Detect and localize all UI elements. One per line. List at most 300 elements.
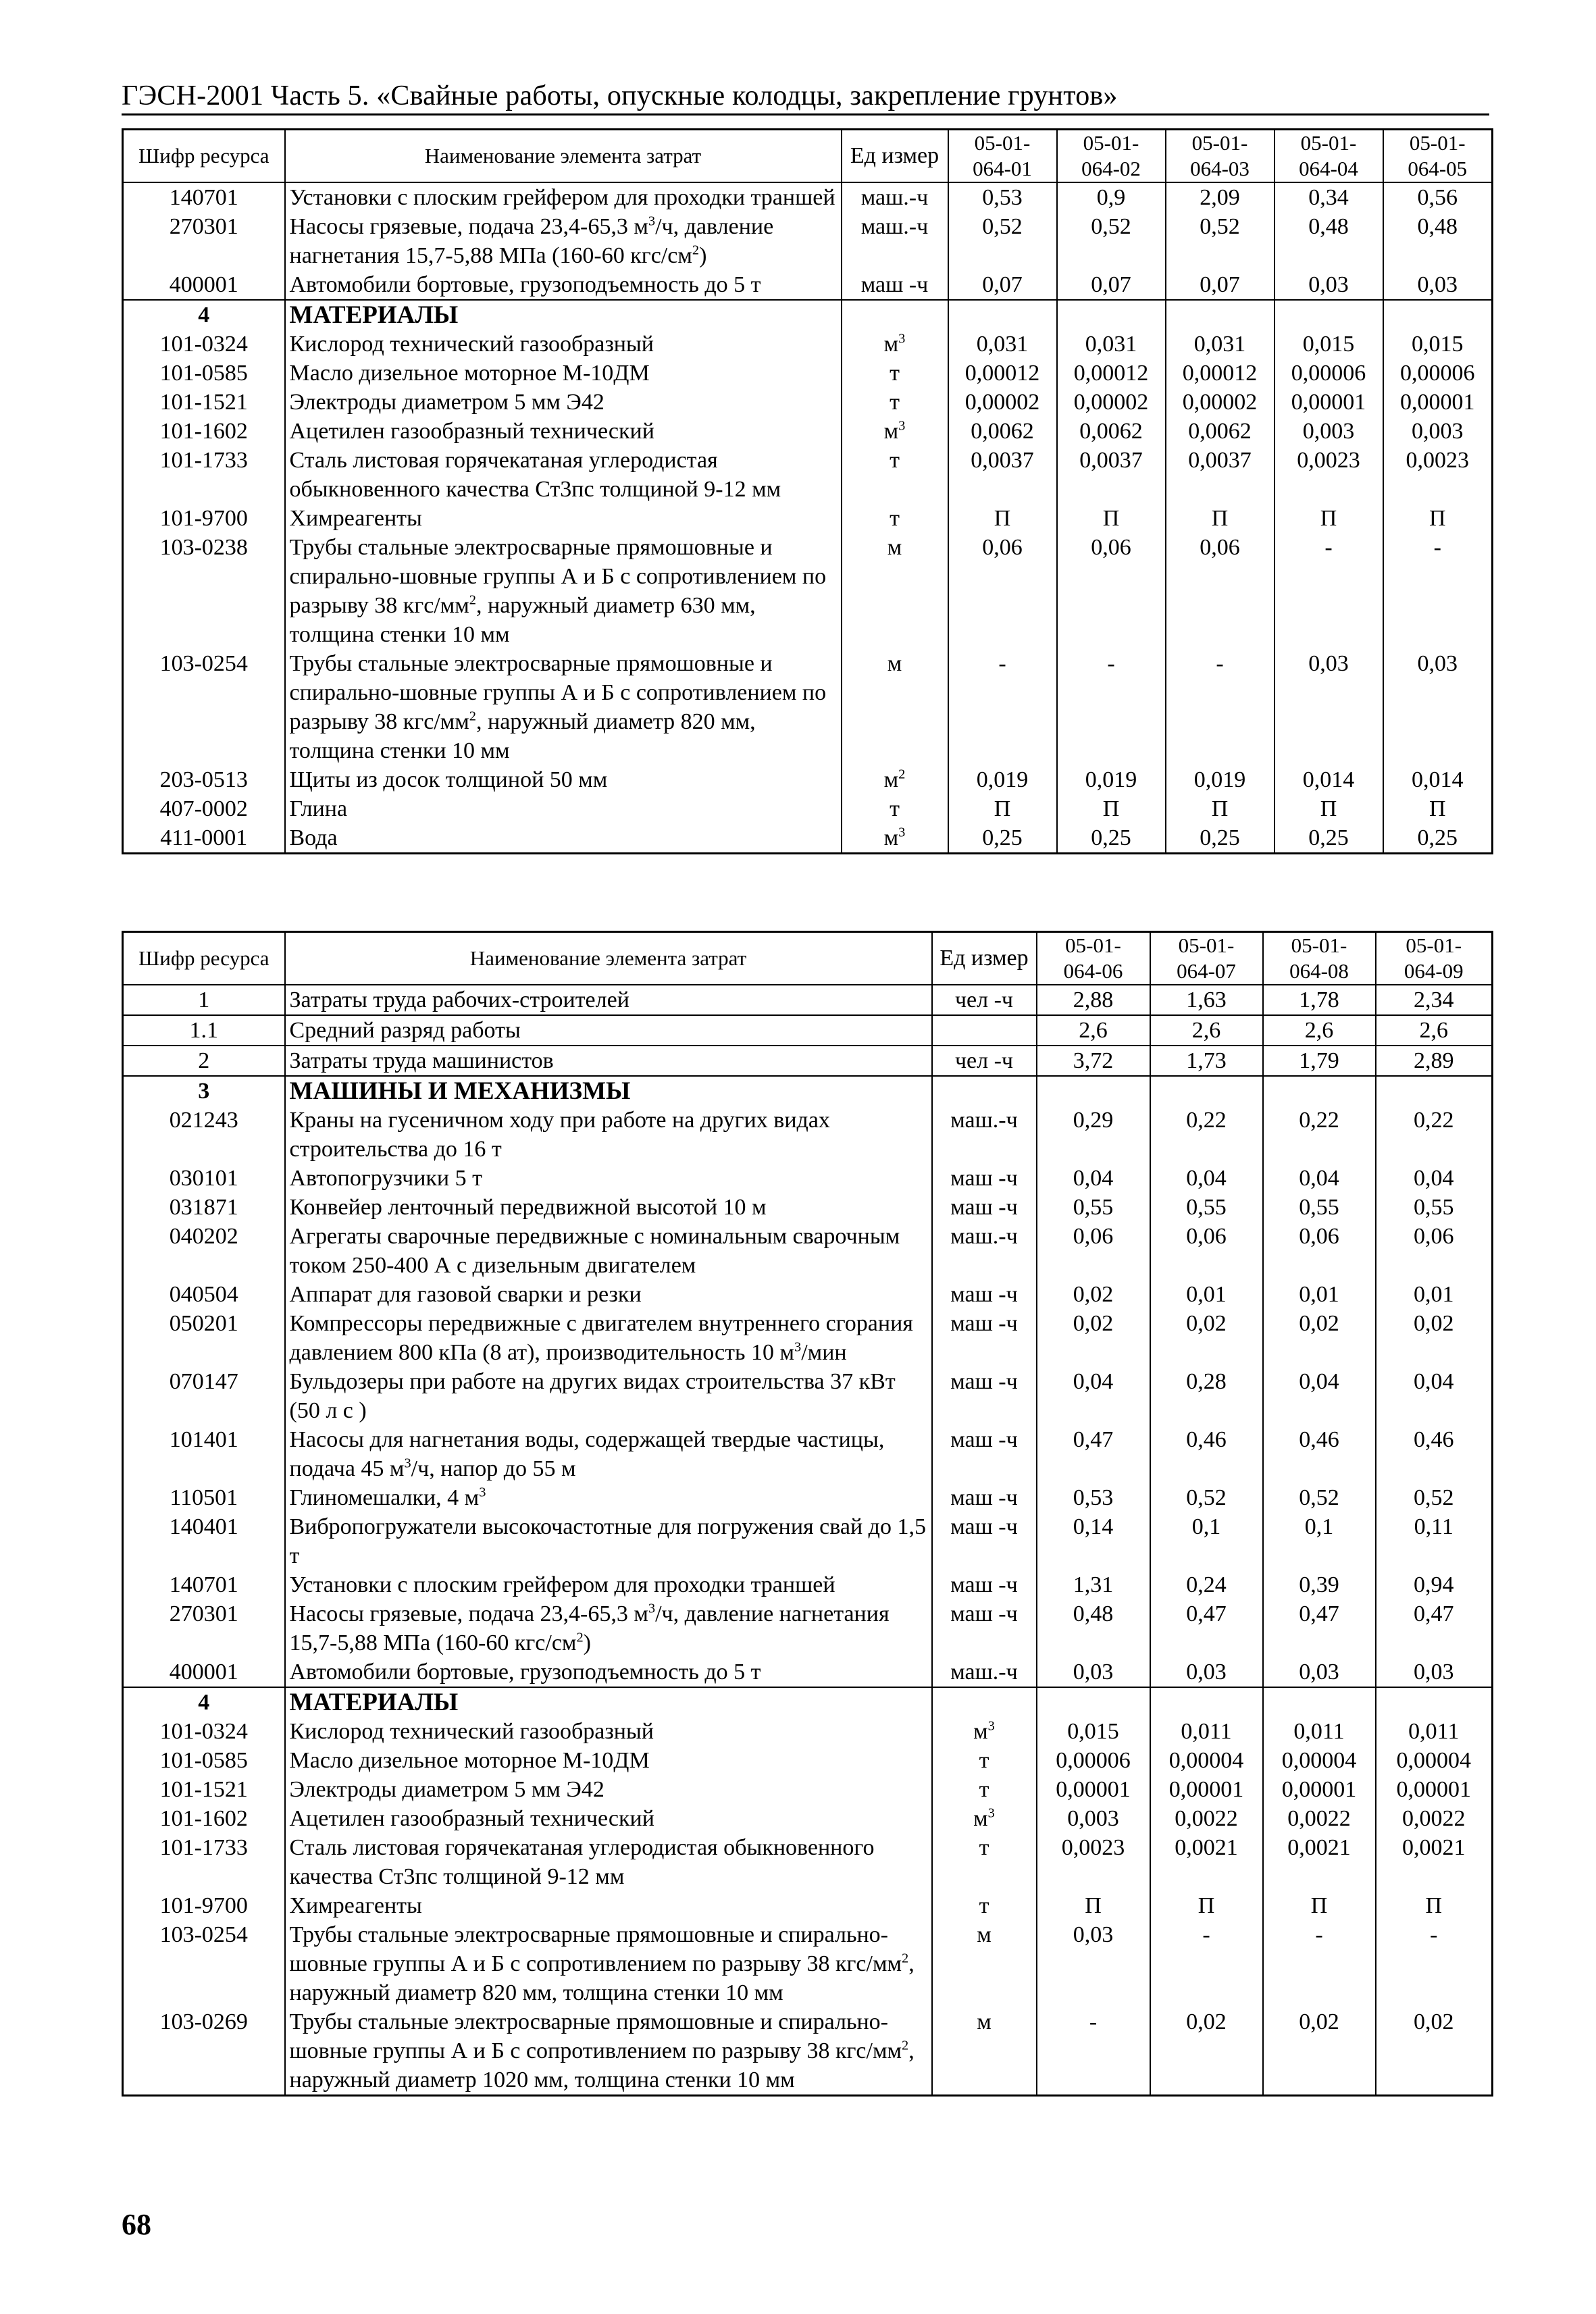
- norm-value: 0,25: [1275, 823, 1383, 854]
- norm-value: 0,52: [1150, 1483, 1263, 1512]
- resource-name: Масло дизельное моторное М-10ДМ: [285, 1746, 932, 1775]
- resource-code: 2: [123, 1046, 285, 1076]
- unit-of-measure: $м^2$: [842, 765, 948, 794]
- norm-value: 0,00001: [1376, 1775, 1493, 1804]
- norm-value: 0,00002: [1166, 388, 1275, 417]
- resource-code: 101-1521: [123, 1775, 285, 1804]
- norm-value: 0,031: [1057, 330, 1166, 359]
- norm-value: 0,01: [1263, 1280, 1376, 1309]
- norm-value: 0,55: [1376, 1193, 1493, 1222]
- resource-name: Вибропогружатели высокочастотные для погружения свай до 1,5 т: [285, 1512, 932, 1570]
- norm-value: 2,88: [1037, 985, 1150, 1015]
- table-row: [123, 1775, 1493, 1804]
- resource-table-2: [122, 931, 1493, 2097]
- resource-code: 070147: [123, 1367, 285, 1425]
- resource-name: Установки с плоским грейфером для проходки траншей: [285, 182, 842, 212]
- norm-value: 0,01: [1376, 1280, 1493, 1309]
- norm-value: П: [1376, 1891, 1493, 1920]
- unit-of-measure: т: [842, 446, 948, 504]
- column-header-unit: Ед измер: [932, 932, 1037, 985]
- norm-value: 0,03: [1275, 649, 1383, 765]
- norm-value: 0,02: [1376, 1309, 1493, 1367]
- resource-name: Средний разряд работы: [285, 1015, 932, 1046]
- resource-name: Масло дизельное моторное М-10ДМ: [285, 359, 842, 388]
- norm-value: 0,25: [948, 823, 1057, 854]
- norm-value: 0,0022: [1150, 1804, 1263, 1833]
- norm-value: 0,02: [1150, 1309, 1263, 1367]
- norm-value: 0,03: [1383, 649, 1493, 765]
- norm-value: П: [948, 794, 1057, 823]
- column-header-name: Наименование элемента затрат: [285, 932, 932, 985]
- norm-value: 0,04: [1263, 1164, 1376, 1193]
- table-1-body: [123, 182, 1493, 854]
- norm-value: 0,55: [1150, 1193, 1263, 1222]
- table-row: [123, 212, 1493, 270]
- resource-name: Сталь листовая горячекатаная углеродистая обыкновенного качества Ст3пс толщиной 9-12 мм: [285, 1833, 932, 1891]
- table-row: [123, 446, 1493, 504]
- resource-code: 1.1: [123, 1015, 285, 1046]
- norm-value: 0,0062: [948, 417, 1057, 446]
- norm-value: 0,00002: [948, 388, 1057, 417]
- norm-value: П: [1057, 794, 1166, 823]
- resource-code: 110501: [123, 1483, 285, 1512]
- norm-value: 0,04: [1150, 1164, 1263, 1193]
- resource-name: Автомобили бортовые, грузоподъемность до 5 т: [285, 270, 842, 300]
- table-2-header: [123, 932, 1493, 985]
- table-row: [123, 1425, 1493, 1483]
- table-row: [123, 2007, 1493, 2096]
- resource-name: Затраты труда рабочих-строителей: [285, 985, 932, 1015]
- column-header-norm: 05-01- 064-09: [1376, 932, 1493, 985]
- resource-name: Краны на гусеничном ходу при работе на других видах строительства до 16 т: [285, 1106, 932, 1164]
- norm-value: 0,0021: [1376, 1833, 1493, 1891]
- norm-value: [1263, 1687, 1376, 1717]
- norm-value: 0,48: [1383, 212, 1493, 270]
- norm-value: [1057, 300, 1166, 330]
- table-row: [123, 270, 1493, 300]
- column-header-norm: 05-01- 064-06: [1037, 932, 1150, 985]
- resource-name: Трубы стальные электросварные прямошовные и спирально-шовные группы А и Б с сопротивлением по разрыву 38 кгс/$мм^2$, наружный диаметр 820 мм, толщина стенки 10 мм: [285, 1920, 932, 2007]
- unit-of-measure: $м^3$: [932, 1717, 1037, 1746]
- norm-value: 0,55: [1263, 1193, 1376, 1222]
- resource-name: МАШИНЫ И МЕХАНИЗМЫ: [285, 1076, 932, 1106]
- resource-code: 101-9700: [123, 1891, 285, 1920]
- norm-value: 0,0023: [1275, 446, 1383, 504]
- norm-value: 0,00001: [1383, 388, 1493, 417]
- norm-value: [1150, 1687, 1263, 1717]
- resource-name: Химреагенты: [285, 504, 842, 533]
- resource-name: Насосы грязевые, подача 23,4-65,3 $м^3/ч$, давление нагнетания 15,7-5,88 МПа (160-60 кгс/$см^2$): [285, 1599, 932, 1657]
- norm-value: 0,04: [1263, 1367, 1376, 1425]
- norm-value: [1376, 1076, 1493, 1106]
- norm-value: 0,47: [1376, 1599, 1493, 1657]
- table-row: [123, 330, 1493, 359]
- resource-code: 101-0585: [123, 1746, 285, 1775]
- norm-value: 0,019: [1057, 765, 1166, 794]
- unit-of-measure: [932, 1015, 1037, 1046]
- norm-value: 0,015: [1383, 330, 1493, 359]
- table-row: [123, 504, 1493, 533]
- resource-code: 203-0513: [123, 765, 285, 794]
- norm-value: 0,0021: [1150, 1833, 1263, 1891]
- resource-code: 400001: [123, 1657, 285, 1687]
- norm-value: [1037, 1076, 1150, 1106]
- resource-code: 031871: [123, 1193, 285, 1222]
- unit-of-measure: $м^3$: [932, 1804, 1037, 1833]
- norm-value: 0,24: [1150, 1570, 1263, 1599]
- norm-value: 0,02: [1376, 2007, 1493, 2096]
- norm-value: [948, 300, 1057, 330]
- norm-value: 0,0023: [1383, 446, 1493, 504]
- resource-name: Трубы стальные электросварные прямошовные и спирально-шовные группы А и Б с сопротивлением по разрыву 38 кгс/$мм^2$, наружный диаметр 820 мм, толщина стенки 10 мм: [285, 649, 842, 765]
- norm-value: [1263, 1076, 1376, 1106]
- unit-of-measure: чел -ч: [932, 1046, 1037, 1076]
- norm-value: 0,00001: [1275, 388, 1383, 417]
- unit-of-measure: т: [932, 1891, 1037, 1920]
- norm-value: 0,53: [948, 182, 1057, 212]
- table-row: [123, 1599, 1493, 1657]
- table-2-body: [123, 985, 1493, 2096]
- norm-value: 0,1: [1150, 1512, 1263, 1570]
- resource-code: 101-0324: [123, 1717, 285, 1746]
- norm-value: 0,00012: [1057, 359, 1166, 388]
- column-header-name: Наименование элемента затрат: [285, 130, 842, 183]
- unit-of-measure: м: [842, 649, 948, 765]
- norm-value: 0,04: [1037, 1164, 1150, 1193]
- norm-value: 2,6: [1037, 1015, 1150, 1046]
- table-row: [123, 1483, 1493, 1512]
- norm-value: 0,52: [948, 212, 1057, 270]
- table-row: [123, 1717, 1493, 1746]
- unit-of-measure: [932, 1076, 1037, 1106]
- resource-code: 050201: [123, 1309, 285, 1367]
- unit-of-measure: т: [842, 388, 948, 417]
- resource-name: Бульдозеры при работе на других видах строительства 37 кВт (50 л с ): [285, 1367, 932, 1425]
- norm-value: 2,89: [1376, 1046, 1493, 1076]
- norm-value: 0,28: [1150, 1367, 1263, 1425]
- norm-value: П: [1150, 1891, 1263, 1920]
- norm-value: 0,47: [1150, 1599, 1263, 1657]
- resource-code: 101-1521: [123, 388, 285, 417]
- norm-value: 0,03: [1037, 1920, 1150, 2007]
- resource-name: Насосы грязевые, подача 23,4-65,3 $м^3/ч$, давление нагнетания 15,7-5,88 МПа (160-60 кгс/$см^2$): [285, 212, 842, 270]
- norm-value: 0,02: [1263, 2007, 1376, 2096]
- norm-value: П: [1383, 504, 1493, 533]
- unit-of-measure: маш.-ч: [932, 1222, 1037, 1280]
- norm-value: П: [1263, 1891, 1376, 1920]
- norm-value: 0,48: [1275, 212, 1383, 270]
- norm-value: 0,22: [1376, 1106, 1493, 1164]
- norm-value: П: [1275, 794, 1383, 823]
- norm-value: [1037, 1687, 1150, 1717]
- table-row: [123, 649, 1493, 765]
- table-row: [123, 823, 1493, 854]
- resource-name: Сталь листовая горячекатаная углеродистая обыкновенного качества Ст3пс толщиной 9-12 мм: [285, 446, 842, 504]
- resource-code: 040202: [123, 1222, 285, 1280]
- norm-value: 0,02: [1037, 1280, 1150, 1309]
- resource-name: Компрессоры передвижные с двигателем внутреннего сгорания давлением 800 кПа (8 ат), производительность 10 $м^3$/мин: [285, 1309, 932, 1367]
- norm-value: 0,0037: [1057, 446, 1166, 504]
- norm-value: 0,34: [1275, 182, 1383, 212]
- norm-value: 0,03: [1150, 1657, 1263, 1687]
- norm-value: 0,52: [1263, 1483, 1376, 1512]
- norm-value: 0,011: [1150, 1717, 1263, 1746]
- unit-of-measure: [932, 1687, 1037, 1717]
- resource-code: 270301: [123, 1599, 285, 1657]
- table-row: [123, 1193, 1493, 1222]
- norm-value: 0,01: [1150, 1280, 1263, 1309]
- unit-of-measure: $м^3$: [842, 823, 948, 854]
- norm-value: 0,015: [1037, 1717, 1150, 1746]
- norm-value: 0,00012: [1166, 359, 1275, 388]
- table-row: [123, 1280, 1493, 1309]
- norm-value: 0,0037: [1166, 446, 1275, 504]
- column-header-norm: 05-01- 064-02: [1057, 130, 1166, 183]
- column-header-code: Шифр ресурса: [123, 130, 285, 183]
- norm-value: 0,06: [948, 533, 1057, 649]
- unit-of-measure: м: [932, 1920, 1037, 2007]
- column-header-code: Шифр ресурса: [123, 932, 285, 985]
- unit-of-measure: м: [932, 2007, 1037, 2096]
- norm-value: 0,04: [1376, 1367, 1493, 1425]
- table-row: [123, 1367, 1493, 1425]
- norm-value: 0,04: [1376, 1164, 1493, 1193]
- table-row: [123, 182, 1493, 212]
- table-row: [123, 765, 1493, 794]
- resource-name: Трубы стальные электросварные прямошовные и спирально-шовные группы А и Б с сопротивлением по разрыву 38 кгс/$мм^2$, наружный диаметр 1020 мм, толщина стенки 10 мм: [285, 2007, 932, 2096]
- resource-code: 101-0324: [123, 330, 285, 359]
- norm-value: 0,00004: [1150, 1746, 1263, 1775]
- norm-value: 0,0021: [1263, 1833, 1376, 1891]
- unit-of-measure: маш -ч: [932, 1570, 1037, 1599]
- unit-of-measure: т: [932, 1775, 1037, 1804]
- norm-value: 0,52: [1376, 1483, 1493, 1512]
- norm-value: 0,00004: [1263, 1746, 1376, 1775]
- resource-name: Ацетилен газообразный технический: [285, 1804, 932, 1833]
- norm-value: 1,79: [1263, 1046, 1376, 1076]
- norm-value: 0,06: [1376, 1222, 1493, 1280]
- norm-value: 0,56: [1383, 182, 1493, 212]
- norm-value: 0,04: [1037, 1367, 1150, 1425]
- norm-value: [1376, 1687, 1493, 1717]
- resource-code: 1: [123, 985, 285, 1015]
- resource-name: Затраты труда машинистов: [285, 1046, 932, 1076]
- norm-value: 0,014: [1383, 765, 1493, 794]
- norm-value: [1383, 300, 1493, 330]
- unit-of-measure: маш -ч: [932, 1599, 1037, 1657]
- resource-code: 140701: [123, 182, 285, 212]
- unit-of-measure: маш -ч: [932, 1512, 1037, 1570]
- norm-value: 0,014: [1275, 765, 1383, 794]
- norm-value: 0,07: [1166, 270, 1275, 300]
- table-row: [123, 1164, 1493, 1193]
- resource-name: Глина: [285, 794, 842, 823]
- norm-value: 0,00002: [1057, 388, 1166, 417]
- norm-value: 0,07: [1057, 270, 1166, 300]
- norm-value: [1166, 300, 1275, 330]
- norm-value: 0,011: [1263, 1717, 1376, 1746]
- norm-value: 0,03: [1383, 270, 1493, 300]
- resource-code: 101-0585: [123, 359, 285, 388]
- norm-value: П: [1166, 794, 1275, 823]
- norm-value: 0,00006: [1037, 1746, 1150, 1775]
- resource-code: 4: [123, 300, 285, 330]
- norm-value: 0,03: [1275, 270, 1383, 300]
- norm-value: 0,031: [1166, 330, 1275, 359]
- unit-of-measure: $м^3$: [842, 330, 948, 359]
- unit-of-measure: т: [932, 1746, 1037, 1775]
- resource-code: 021243: [123, 1106, 285, 1164]
- column-header-norm: 05-01- 064-03: [1166, 130, 1275, 183]
- norm-value: 0,019: [948, 765, 1057, 794]
- norm-value: 0,02: [1037, 1309, 1150, 1367]
- resource-name: Кислород технический газообразный: [285, 1717, 932, 1746]
- norm-value: 0,1: [1263, 1512, 1376, 1570]
- resource-code: 101-1602: [123, 1804, 285, 1833]
- unit-of-measure: маш -ч: [932, 1309, 1037, 1367]
- norm-value: 1,31: [1037, 1570, 1150, 1599]
- resource-code: 103-0254: [123, 649, 285, 765]
- norm-value: 0,0062: [1057, 417, 1166, 446]
- norm-value: 3,72: [1037, 1046, 1150, 1076]
- table-row: [123, 794, 1493, 823]
- resource-code: 103-0254: [123, 1920, 285, 2007]
- table-row: [123, 1920, 1493, 2007]
- norm-value: П: [1037, 1891, 1150, 1920]
- column-header-norm: 05-01- 064-08: [1263, 932, 1376, 985]
- unit-of-measure: маш -ч: [932, 1483, 1037, 1512]
- norm-value: 0,03: [1376, 1657, 1493, 1687]
- table-row: [123, 1804, 1493, 1833]
- resource-code: 140701: [123, 1570, 285, 1599]
- norm-value: 0,00012: [948, 359, 1057, 388]
- norm-value: 0,031: [948, 330, 1057, 359]
- norm-value: 0,39: [1263, 1570, 1376, 1599]
- norm-value: -: [948, 649, 1057, 765]
- norm-value: 0,94: [1376, 1570, 1493, 1599]
- resource-code: 140401: [123, 1512, 285, 1570]
- resource-name: Глиномешалки, 4 $м^3$: [285, 1483, 932, 1512]
- resource-code: 4: [123, 1687, 285, 1717]
- norm-value: 0,003: [1037, 1804, 1150, 1833]
- norm-value: 2,6: [1150, 1015, 1263, 1046]
- norm-value: 0,00004: [1376, 1746, 1493, 1775]
- norm-value: -: [1383, 533, 1493, 649]
- resource-name: Агрегаты сварочные передвижные с номинальным сварочным током 250-400 А с дизельным двигателем: [285, 1222, 932, 1280]
- column-header-unit: Ед измер: [842, 130, 948, 183]
- unit-of-measure: маш.-ч: [842, 182, 948, 212]
- norm-value: П: [948, 504, 1057, 533]
- table-row: [123, 1512, 1493, 1570]
- table-row: [123, 388, 1493, 417]
- norm-value: 0,00006: [1275, 359, 1383, 388]
- resource-code: 270301: [123, 212, 285, 270]
- section-row: [123, 1687, 1493, 1717]
- norm-value: 0,25: [1166, 823, 1275, 854]
- unit-of-measure: $м^3$: [842, 417, 948, 446]
- table-row: [123, 1046, 1493, 1076]
- resource-name: Конвейер ленточный передвижной высотой 10 м: [285, 1193, 932, 1222]
- resource-code: 3: [123, 1076, 285, 1106]
- norm-value: 0,03: [1263, 1657, 1376, 1687]
- unit-of-measure: т: [932, 1833, 1037, 1891]
- unit-of-measure: маш -ч: [932, 1164, 1037, 1193]
- page-header: ГЭСН-2001 Часть 5. «Свайные работы, опускные колодцы, закрепление грунтов»: [122, 80, 1118, 111]
- resource-code: 101-1602: [123, 417, 285, 446]
- column-header-norm: 05-01- 064-01: [948, 130, 1057, 183]
- table-row: [123, 359, 1493, 388]
- unit-of-measure: т: [842, 504, 948, 533]
- norm-value: 0,9: [1057, 182, 1166, 212]
- norm-value: 0,46: [1376, 1425, 1493, 1483]
- unit-of-measure: маш -ч: [842, 270, 948, 300]
- resource-name: Насосы для нагнетания воды, содержащей твердые частицы, подача 45 $м^3/ч$, напор до 55 м: [285, 1425, 932, 1483]
- unit-of-measure: т: [842, 359, 948, 388]
- norm-value: 0,02: [1150, 2007, 1263, 2096]
- norm-value: 1,63: [1150, 985, 1263, 1015]
- unit-of-measure: м: [842, 533, 948, 649]
- norm-value: П: [1057, 504, 1166, 533]
- norm-value: 0,46: [1150, 1425, 1263, 1483]
- norm-value: 2,34: [1376, 985, 1493, 1015]
- resource-name: Химреагенты: [285, 1891, 932, 1920]
- norm-value: 1,73: [1150, 1046, 1263, 1076]
- norm-value: -: [1166, 649, 1275, 765]
- unit-of-measure: [842, 300, 948, 330]
- column-header-norm: 05-01- 064-07: [1150, 932, 1263, 985]
- norm-value: П: [1275, 504, 1383, 533]
- table-row: [123, 1309, 1493, 1367]
- norm-value: 0,0022: [1263, 1804, 1376, 1833]
- norm-value: -: [1150, 1920, 1263, 2007]
- table-row: [123, 1657, 1493, 1687]
- norm-value: -: [1275, 533, 1383, 649]
- column-header-norm: 05-01- 064-05: [1383, 130, 1493, 183]
- norm-value: 0,0037: [948, 446, 1057, 504]
- norm-value: 0,0062: [1166, 417, 1275, 446]
- norm-value: П: [1166, 504, 1275, 533]
- table-row: [123, 1891, 1493, 1920]
- norm-value: -: [1263, 1920, 1376, 2007]
- resource-name: Автомобили бортовые, грузоподъемность до 5 т: [285, 1657, 932, 1687]
- norm-value: 0,06: [1150, 1222, 1263, 1280]
- resource-code: 103-0238: [123, 533, 285, 649]
- norm-value: 0,07: [948, 270, 1057, 300]
- norm-value: 0,52: [1057, 212, 1166, 270]
- unit-of-measure: маш -ч: [932, 1280, 1037, 1309]
- norm-value: 1,78: [1263, 985, 1376, 1015]
- page-number: 68: [122, 2208, 151, 2241]
- norm-value: 0,003: [1275, 417, 1383, 446]
- table-row: [123, 1106, 1493, 1164]
- norm-value: 0,55: [1037, 1193, 1150, 1222]
- resource-name: Аппарат для газовой сварки и резки: [285, 1280, 932, 1309]
- resource-name: Установки с плоским грейфером для проходки траншей: [285, 1570, 932, 1599]
- resource-code: 101401: [123, 1425, 285, 1483]
- norm-value: 0,25: [1057, 823, 1166, 854]
- table-1-header: [123, 130, 1493, 183]
- norm-value: 0,03: [1037, 1657, 1150, 1687]
- norm-value: 0,52: [1166, 212, 1275, 270]
- norm-value: 0,06: [1263, 1222, 1376, 1280]
- norm-value: 0,02: [1263, 1309, 1376, 1367]
- resource-code: 407-0002: [123, 794, 285, 823]
- resource-code: 101-1733: [123, 446, 285, 504]
- norm-value: 0,00006: [1383, 359, 1493, 388]
- norm-value: 0,06: [1057, 533, 1166, 649]
- norm-value: 0,11: [1376, 1512, 1493, 1570]
- table-row: [123, 533, 1493, 649]
